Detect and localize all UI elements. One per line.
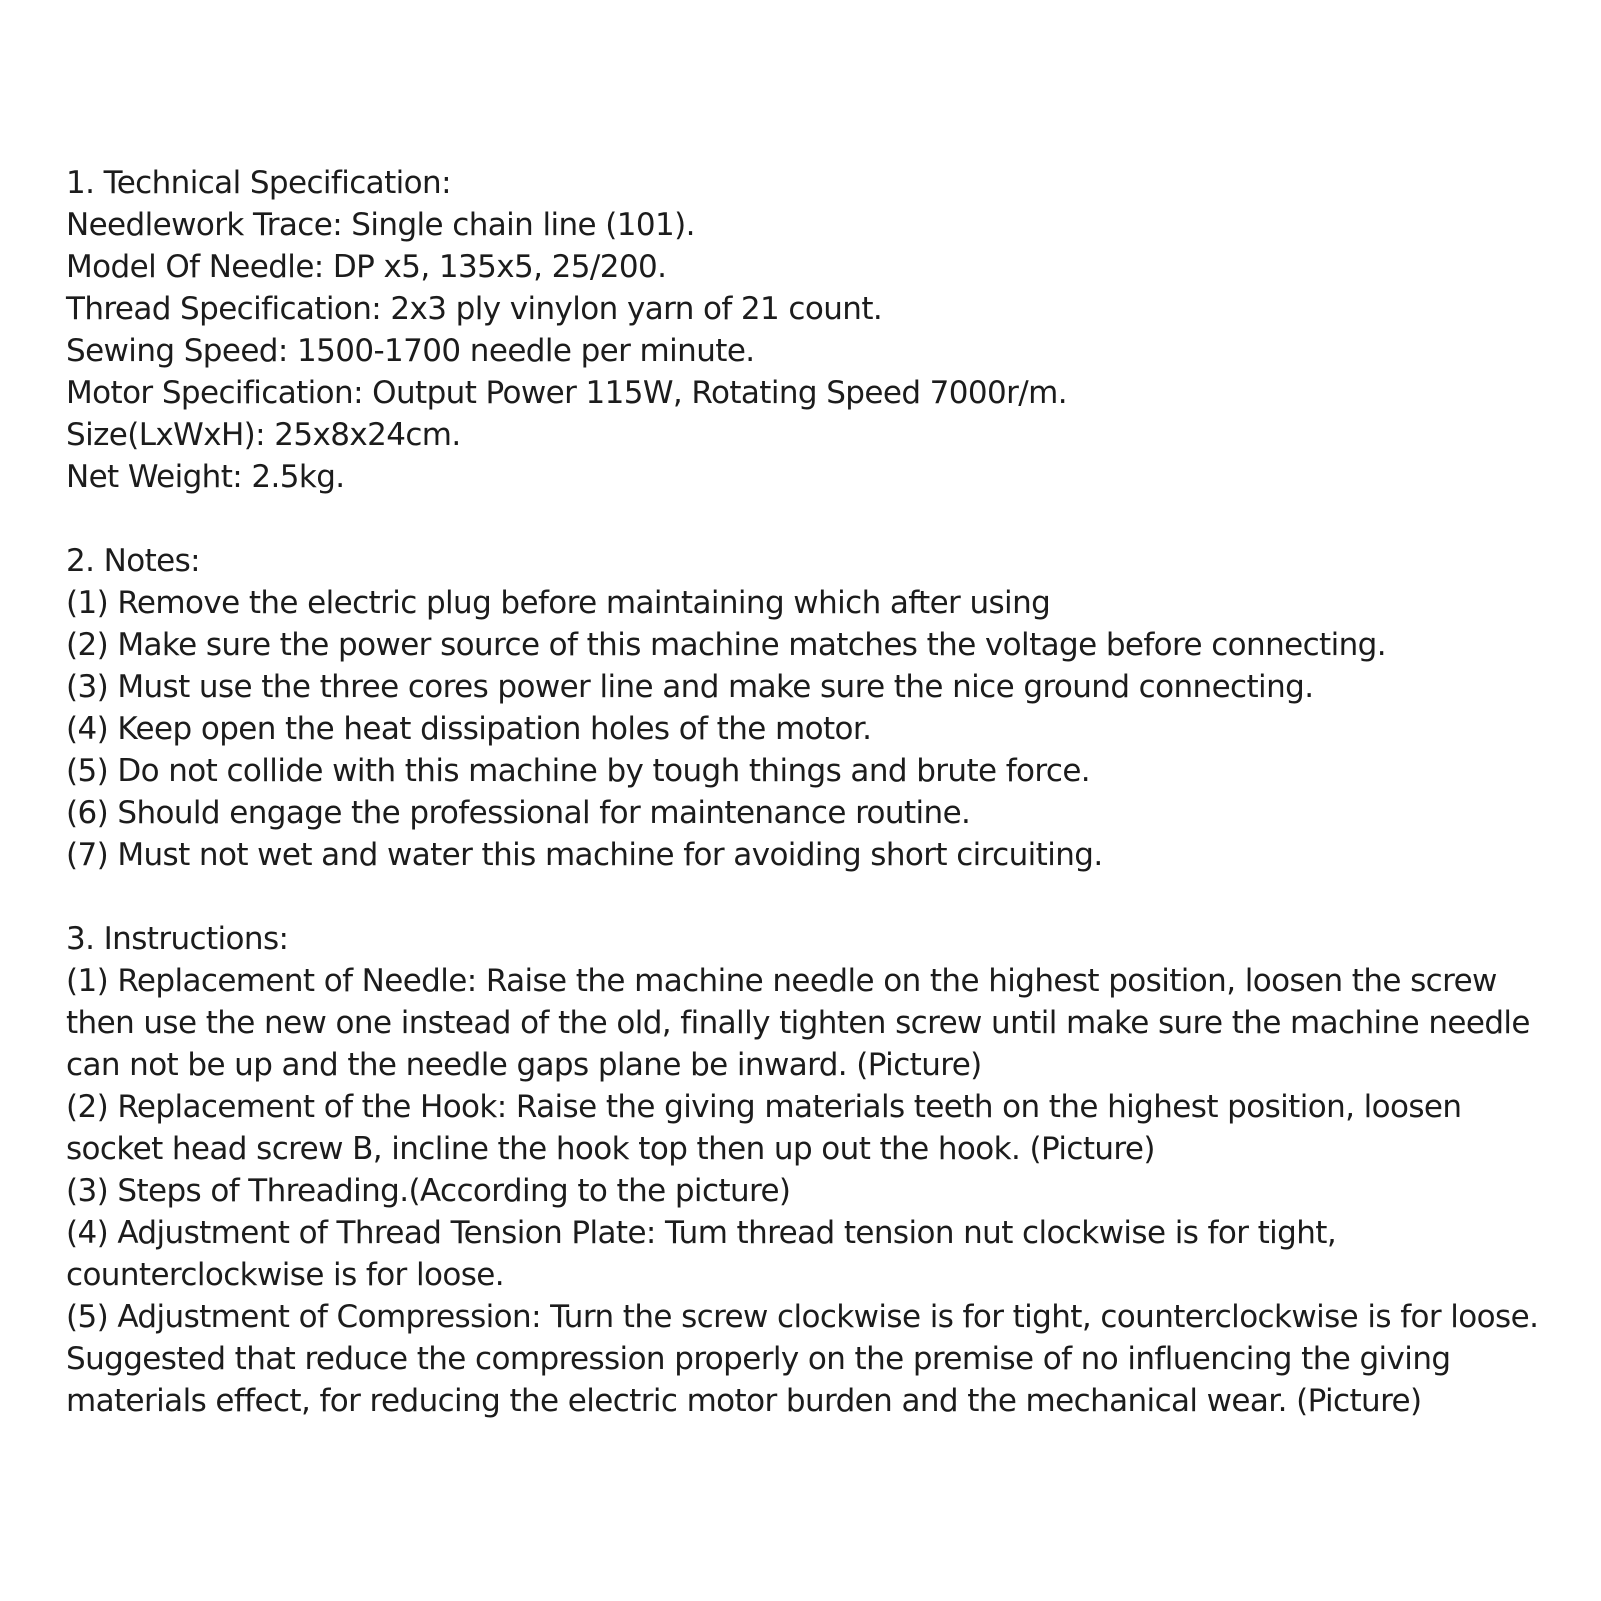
spec-sewing-speed: Sewing Speed: 1500-1700 needle per minute. bbox=[66, 333, 755, 369]
instruction-item: (2) Replacement of the Hook: Raise the giving materials teeth on the highest position, loosen socket head screw B, incline the hook top then up out the hook. (Picture) bbox=[66, 1089, 1462, 1167]
note-item: (4) Keep open the heat dissipation holes of the motor. bbox=[66, 711, 872, 747]
instruction-item: (1) Replacement of Needle: Raise the machine needle on the highest position, loosen the screw then use the new one instead of the old, finally tighten screw until make sure the machine needle can not be up and the needle gaps plane be inward. (Picture) bbox=[66, 963, 1530, 1083]
note-item: (1) Remove the electric plug before maintaining which after using bbox=[66, 585, 1051, 621]
note-item: (7) Must not wet and water this machine for avoiding short circuiting. bbox=[66, 837, 1103, 873]
note-item: (5) Do not collide with this machine by tough things and brute force. bbox=[66, 753, 1091, 789]
technical-specification-section bbox=[66, 162, 1566, 498]
instructions-section bbox=[66, 918, 1566, 1422]
section-heading: 1. Technical Specification: bbox=[66, 165, 451, 201]
notes-section bbox=[66, 540, 1566, 876]
spec-needlework-trace: Needlework Trace: Single chain line (101). bbox=[66, 207, 695, 243]
section-heading: 3. Instructions: bbox=[66, 921, 289, 957]
note-item: (2) Make sure the power source of this machine matches the voltage before connecting. bbox=[66, 627, 1387, 663]
section-heading: 2. Notes: bbox=[66, 543, 201, 579]
note-item: (3) Must use the three cores power line and make sure the nice ground connecting. bbox=[66, 669, 1314, 705]
spec-net-weight: Net Weight: 2.5kg. bbox=[66, 459, 345, 495]
spec-thread-specification: Thread Specification: 2x3 ply vinylon yarn of 21 count. bbox=[66, 291, 883, 327]
spec-model-of-needle: Model Of Needle: DP x5, 135x5, 25/200. bbox=[66, 249, 667, 285]
product-description-document bbox=[66, 162, 1566, 1422]
note-item: (6) Should engage the professional for maintenance routine. bbox=[66, 795, 971, 831]
spec-size: Size(LxWxH): 25x8x24cm. bbox=[66, 417, 461, 453]
spec-motor-specification: Motor Specification: Output Power 115W, Rotating Speed 7000r/m. bbox=[66, 375, 1067, 411]
instruction-item: (3) Steps of Threading.(According to the picture) bbox=[66, 1173, 791, 1209]
instruction-item: (4) Adjustment of Thread Tension Plate: Tum thread tension nut clockwise is for tight, counterclockwise is for loose. bbox=[66, 1215, 1337, 1293]
instruction-item: (5) Adjustment of Compression: Turn the screw clockwise is for tight, counterclockwise is for loose. Suggested that reduce the compression properly on the premise of no influencing the giving materials effect, for reducing the electric motor burden and the mechanical wear. (Picture) bbox=[66, 1299, 1539, 1419]
